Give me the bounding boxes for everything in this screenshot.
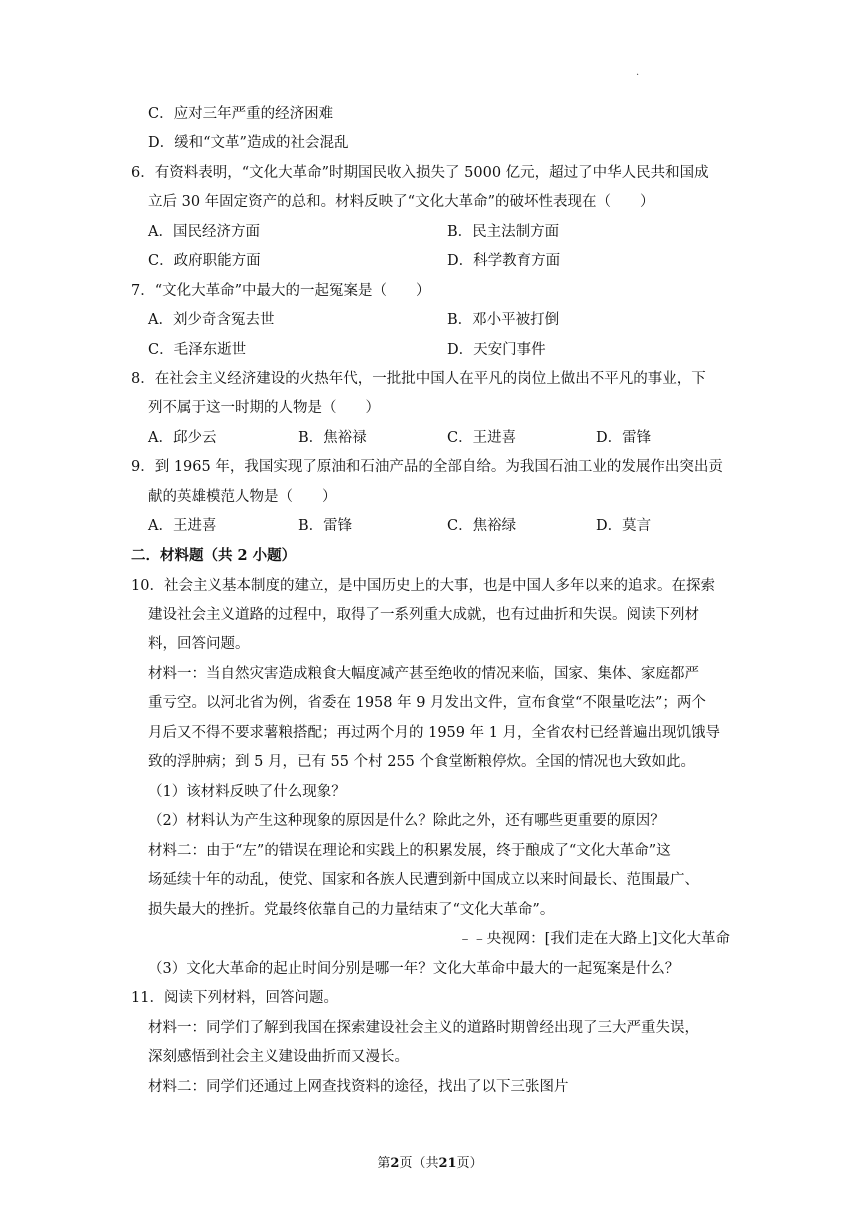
q10-subquestion-1: （1）该材料反映了什么现象？: [148, 784, 346, 800]
q9-option-d: D．莫言: [596, 518, 652, 534]
q10-material2-line1: 材料二：由于“左”的错误在理论和实践上的积累发展，终于酿成了“文化大革命”这: [148, 843, 671, 859]
q11-material1-line2: 深刻感悟到社会主义建设曲折而又漫长。: [148, 1049, 409, 1065]
q8-option-b: B．焦裕禄: [298, 430, 367, 446]
q11-stem: 11．阅读下列材料，回答问题。: [131, 990, 338, 1006]
q9-stem-line1: 9．到 1965 年，我国实现了原油和石油产品的全部自给。为我国石油工业的发展作出突出贡: [131, 459, 723, 475]
footer-page-number: 2: [390, 1156, 400, 1171]
page-footer: [0, 1154, 860, 1174]
q8-stem-line2: 列不属于这一时期的人物是（ ）: [148, 400, 380, 416]
q10-subquestion-2: （2）材料认为产生这种现象的原因是什么？除此之外，还有哪些更重要的原因？: [148, 813, 665, 829]
q10-stem-line3: 料，回答问题。: [148, 636, 250, 652]
q10-material1-line3: 月后又不得不要求薯粮搭配；再过两个月的 1959 年 1 月，全省农村已经普遍出现饥饿导: [148, 725, 721, 741]
q10-stem-line1: 10．社会主义基本制度的建立，是中国历史上的大事，也是中国人多年以来的追求。在探索: [131, 578, 715, 594]
q5-option-c: C．应对三年严重的经济困难: [148, 106, 334, 122]
q5-option-d: D．缓和“文革”造成的社会混乱: [148, 135, 349, 151]
q10-material1-line1: 材料一：当自然灾害造成粮食大幅度减产甚至绝收的情况来临，国家、集体、家庭都严: [148, 666, 699, 682]
q10-source: ﹣﹣央视网：[我们走在大路上]文化大革命: [457, 931, 730, 947]
footer-total-pages: 21: [438, 1156, 457, 1171]
q9-option-b: B．雷锋: [298, 518, 353, 534]
q7-option-d: D．天安门事件: [447, 342, 546, 358]
q8-option-c: C．王进喜: [447, 430, 517, 446]
q11-material1-line1: 材料一：同学们了解到我国在探索建设社会主义的道路时期曾经出现了三大严重失误，: [148, 1020, 699, 1036]
q7-option-c: C．毛泽东逝世: [148, 342, 247, 358]
q8-option-d: D．雷锋: [596, 430, 652, 446]
top-mark: ·: [636, 70, 640, 81]
q10-material1-line4: 致的浮肿病；到 5 月，已有 55 个村 255 个食堂断粮停炊。全国的情况也大致如此。: [148, 754, 696, 770]
footer-suffix: 页）: [456, 1156, 483, 1171]
q8-stem-line1: 8．在社会主义经济建设的火热年代，一批批中国人在平凡的岗位上做出不平凡的事业，下: [131, 371, 706, 387]
q10-stem-line2: 建设社会主义道路的过程中，取得了一系列重大成就，也有过曲折和失误。阅读下列材: [148, 607, 699, 623]
q6-stem-line2: 立后 30 年固定资产的总和。材料反映了“文化大革命”的破坏性表现在（ ）: [148, 194, 655, 210]
q6-option-d: D．科学教育方面: [447, 253, 561, 269]
q7-option-a: A．刘少奇含冤去世: [148, 312, 275, 328]
q10-material1-line2: 重亏空。以河北省为例，省委在 1958 年 9 月发出文件，宣布食堂“不限量吃法”；两个: [148, 695, 706, 711]
footer-prefix: 第: [377, 1156, 391, 1171]
q8-option-a: A．邱少云: [148, 430, 217, 446]
q9-stem-line2: 献的英雄模范人物是（ ）: [148, 489, 337, 505]
q9-option-a: A．王进喜: [148, 518, 217, 534]
footer-mid: 页（共: [399, 1156, 439, 1171]
q7-option-b: B．邓小平被打倒: [447, 312, 560, 328]
q7-stem: 7．“文化大革命”中最大的一起冤案是（ ）: [131, 283, 431, 299]
q9-option-c: C．焦裕绿: [447, 518, 517, 534]
q10-subquestion-3: （3）文化大革命的起止时间分别是哪一年？文化大革命中最大的一起冤案是什么？: [148, 961, 680, 977]
q6-option-b: B．民主法制方面: [447, 224, 560, 240]
q6-option-c: C．政府职能方面: [148, 253, 261, 269]
q11-material2-line1: 材料二：同学们还通过上网查找资料的途径，找出了以下三张图片: [148, 1079, 569, 1095]
section2-title: 二．材料题（共 2 小题）: [131, 547, 297, 564]
q10-material2-line3: 损失最大的挫折。党最终依靠自己的力量结束了“文化大革命”。: [148, 902, 555, 918]
q6-stem-line1: 6．有资料表明，“文化大革命”时期国民收入损失了 5000 亿元，超过了中华人民共和国成: [131, 165, 709, 181]
q6-option-a: A．国民经济方面: [148, 224, 260, 240]
q10-material2-line2: 场延续十年的动乱，使党、国家和各族人民遭到新中国成立以来时间最长、范围最广、: [148, 872, 699, 888]
